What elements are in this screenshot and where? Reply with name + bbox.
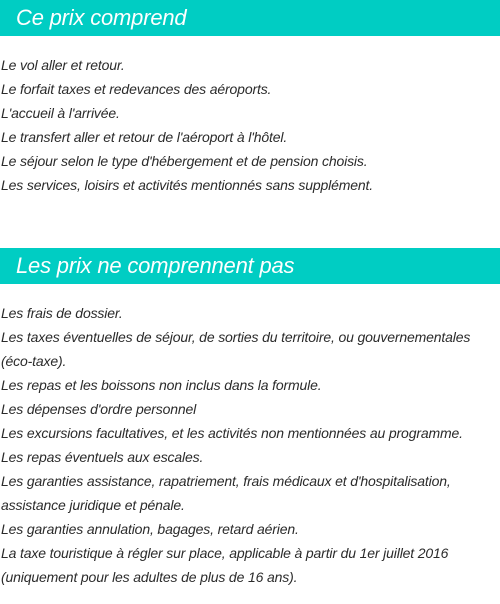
- list-item: Les dépenses d'ordre personnel: [1, 401, 197, 417]
- list-item: Le séjour selon le type d'hébergement et de pension choisis.: [1, 153, 368, 169]
- list-item: La taxe touristique à régler sur place, applicable à partir du 1er juillet 2016 (uniquement pour les adultes de plus de 16 ans).: [1, 545, 449, 585]
- list-item: Les frais de dossier.: [1, 305, 123, 321]
- excludes-list: [0, 301, 492, 589]
- list-item: Le transfert aller et retour de l'aéroport à l'hôtel.: [1, 129, 288, 145]
- section-header-excludes: [0, 248, 500, 284]
- list-item: Les services, loisirs et activités mentionnés sans supplément.: [1, 177, 373, 193]
- list-item: Le vol aller et retour.: [1, 57, 125, 73]
- list-item: Les repas éventuels aux escales.: [1, 449, 204, 465]
- list-item: L'accueil à l'arrivée.: [1, 105, 120, 121]
- list-item: Les garanties annulation, bagages, retard aérien.: [1, 521, 299, 537]
- list-item: Les garanties assistance, rapatriement, frais médicaux et d'hospitalisation, assistance juridique et pénale.: [1, 473, 451, 513]
- list-item: Les repas et les boissons non inclus dans la formule.: [1, 377, 322, 393]
- list-item: Le forfait taxes et redevances des aéroports.: [1, 81, 272, 97]
- section-header-includes: [0, 0, 500, 36]
- list-item: Les taxes éventuelles de séjour, de sorties du territoire, ou gouvernementales (éco-taxe).: [1, 329, 471, 369]
- section-title-excludes: Les prix ne comprennent pas: [16, 253, 295, 278]
- section-title-includes: Ce prix comprend: [16, 5, 187, 30]
- section-price-excludes: [0, 248, 500, 585]
- list-item: Les excursions facultatives, et les activités non mentionnées au programme.: [1, 425, 463, 441]
- section-price-includes: [0, 0, 500, 193]
- includes-list: [0, 53, 500, 197]
